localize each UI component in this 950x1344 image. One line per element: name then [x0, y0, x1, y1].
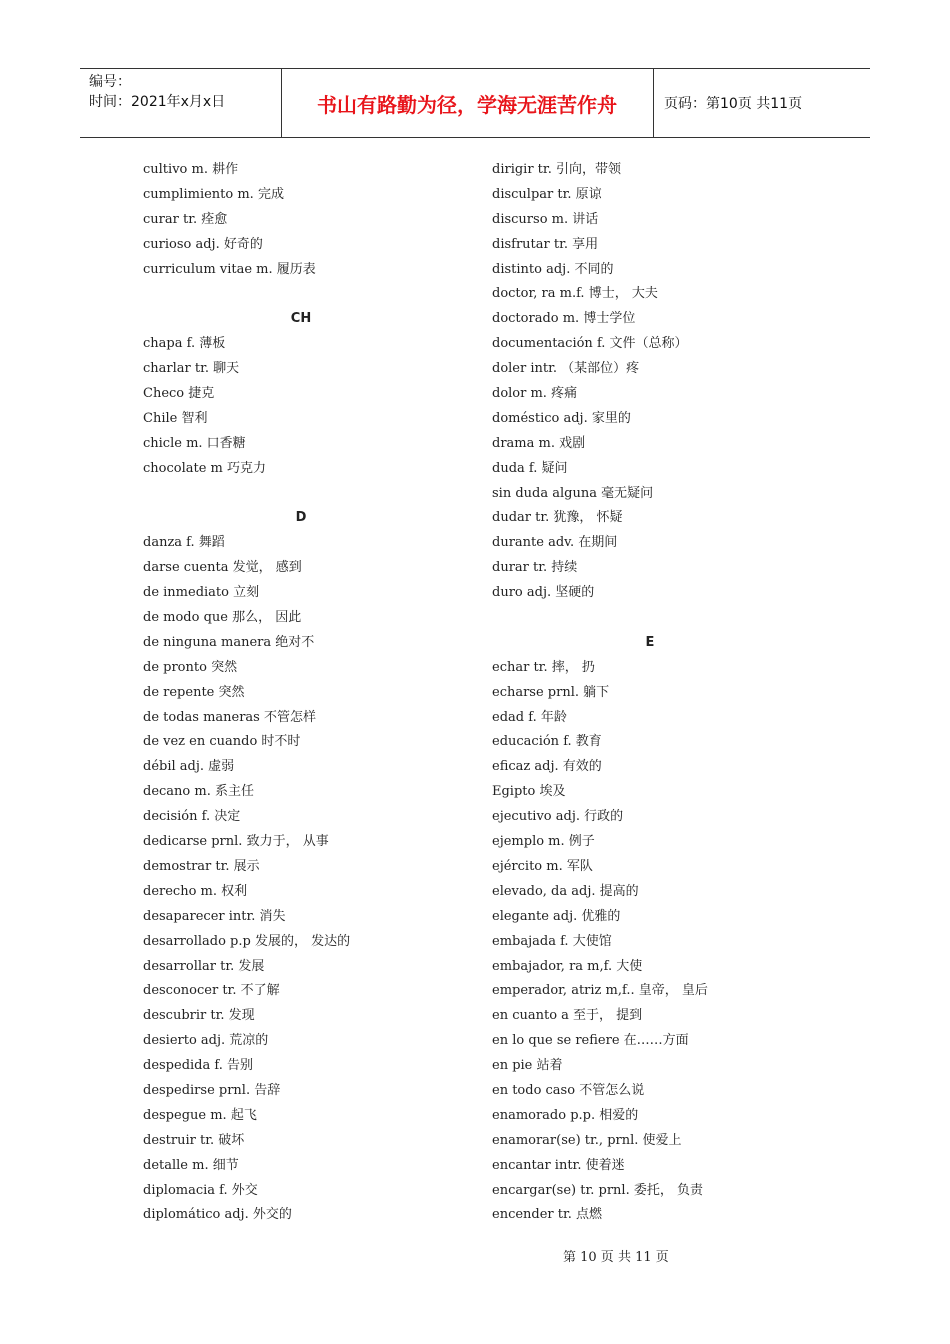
vocabulary-entry: drama m. 戏剧	[492, 435, 586, 451]
vocabulary-entry: echarse prnl. 躺下	[492, 684, 610, 700]
vocabulary-entry: cultivo m. 耕作	[143, 162, 239, 177]
page-header	[80, 68, 870, 138]
vocabulary-entry: ejército m. 军队	[492, 858, 593, 874]
header-page-info: 页码：第10页 共11页	[664, 96, 803, 112]
vocabulary-entry: detalle m. 细节	[143, 1157, 239, 1173]
vocabulary-entry: duro adj. 坚硬的	[492, 585, 595, 601]
section-heading: E	[645, 634, 655, 650]
vocabulary-entry: destruir tr. 破坏	[143, 1132, 245, 1148]
vocabulary-entry: despedida f. 告别	[143, 1058, 253, 1074]
vocabulary-entry: durar tr. 持续	[492, 560, 578, 576]
vocabulary-entry: descubrir tr. 发现	[143, 1008, 255, 1024]
vocabulary-entry: chocolate m 巧克力	[143, 460, 267, 476]
vocabulary-entry: Egipto 埃及	[492, 784, 566, 800]
vocabulary-entry: desconocer tr. 不了解	[143, 983, 280, 999]
vocabulary-entry: en pie 站着	[492, 1058, 563, 1074]
vocabulary-entry: desierto adj. 荒凉的	[143, 1033, 269, 1049]
vocabulary-entry: de modo que 那么， 因此	[143, 610, 302, 626]
vocabulary-entry: de todas maneras 不管怎样	[143, 709, 316, 725]
section-heading: CH	[290, 311, 312, 327]
header-info-cell	[80, 69, 282, 137]
vocabulary-entry: chapa f. 薄板	[143, 336, 226, 352]
vocabulary-entry: documentación f. 文件（总称）	[492, 336, 688, 352]
blank-line	[143, 282, 473, 307]
vocabulary-entry: de ninguna manera 绝对不	[143, 634, 315, 650]
document-date-label: 时间：2021年x月x日	[89, 94, 226, 110]
vocabulary-entry: doctorado m. 博士学位	[492, 311, 636, 327]
blank-line	[492, 606, 822, 631]
vocabulary-entry: encargar(se) tr. prnl. 委托， 负责	[492, 1182, 703, 1198]
vocabulary-entry: Checo 捷克	[143, 386, 215, 402]
vocabulary-entry: educación f. 教育	[492, 734, 602, 750]
vocabulary-entry: despegue m. 起飞	[143, 1107, 257, 1123]
vocabulary-entry: edad f. 年龄	[492, 709, 567, 725]
vocabulary-entry: desarrollar tr. 发展	[143, 958, 265, 974]
vocabulary-entry: dirigir tr. 引向，带领	[492, 162, 621, 177]
vocabulary-entry: eficaz adj. 有效的	[492, 759, 602, 775]
vocabulary-entry: de repente 突然	[143, 684, 245, 700]
vocabulary-entry: embajada f. 大使馆	[492, 933, 612, 949]
vocabulary-entry: de pronto 突然	[143, 659, 238, 675]
vocabulary-entry: en cuanto a 至于， 提到	[492, 1008, 643, 1024]
vocabulary-entry: en todo caso 不管怎么说	[492, 1082, 645, 1098]
header-page-cell	[654, 69, 870, 137]
vocabulary-entry: ejemplo m. 例子	[492, 834, 595, 850]
vocabulary-entry: chicle m. 口香糖	[143, 435, 246, 451]
vocabulary-entry: danza f. 舞蹈	[143, 535, 225, 551]
vocabulary-entry: sin duda alguna 毫无疑问	[492, 485, 654, 501]
page-footer: 第 10 页 共 11 页	[563, 1250, 669, 1265]
vocabulary-entry: disculpar tr. 原谅	[492, 186, 602, 202]
vocabulary-entry: cumplimiento m. 完成	[143, 186, 284, 202]
vocabulary-entry: doler intr. （某部位）疼	[492, 361, 640, 377]
blank-line	[143, 482, 473, 507]
vocabulary-entry: discurso m. 讲话	[492, 211, 599, 227]
vocabulary-column-left	[143, 158, 473, 1228]
vocabulary-entry: ejecutivo adj. 行政的	[492, 809, 624, 825]
vocabulary-entry: encender tr. 点燃	[492, 1207, 603, 1223]
header-motto: 书山有路勤为径，学海无涯苦作舟	[317, 93, 617, 117]
vocabulary-entry: disfrutar tr. 享用	[492, 236, 599, 252]
vocabulary-entry: darse cuenta 发觉， 感到	[143, 560, 302, 576]
vocabulary-entry: curar tr. 痊愈	[143, 211, 228, 227]
vocabulary-entry: enamorado p.p. 相爱的	[492, 1107, 639, 1123]
vocabulary-entry: dolor m. 疼痛	[492, 386, 578, 402]
vocabulary-entry: de vez en cuando 时不时	[143, 734, 301, 750]
section-heading: D	[295, 510, 307, 526]
vocabulary-entry: débil adj. 虚弱	[143, 759, 235, 775]
vocabulary-entry: charlar tr. 聊天	[143, 361, 240, 377]
vocabulary-entry: doctor, ra m.f. 博士， 大夫	[492, 286, 658, 302]
vocabulary-entry: elegante adj. 优雅的	[492, 908, 621, 924]
vocabulary-entry: en lo que se refiere 在……方面	[492, 1033, 689, 1049]
vocabulary-entry: duda f. 疑问	[492, 460, 568, 476]
document-number-label: 编号：	[89, 74, 131, 90]
vocabulary-entry: desaparecer intr. 消失	[143, 908, 286, 924]
vocabulary-entry: demostrar tr. 展示	[143, 858, 260, 874]
vocabulary-entry: elevado, da adj. 提高的	[492, 883, 639, 899]
vocabulary-entry: dedicarse prnl. 致力于， 从事	[143, 834, 329, 850]
vocabulary-entry: diplomático adj. 外交的	[143, 1207, 292, 1223]
vocabulary-entry: emperador, atriz m,f.. 皇帝， 皇后	[492, 983, 708, 999]
vocabulary-entry: encantar intr. 使着迷	[492, 1157, 625, 1173]
header-motto-cell	[281, 69, 654, 137]
vocabulary-entry: diplomacia f. 外交	[143, 1182, 258, 1198]
vocabulary-entry: dudar tr. 犹豫， 怀疑	[492, 510, 623, 526]
vocabulary-entry: embajador, ra m,f. 大使	[492, 958, 643, 974]
vocabulary-entry: desarrollado p.p 发展的， 发达的	[143, 933, 351, 949]
vocabulary-entry: decano m. 系主任	[143, 784, 254, 800]
vocabulary-entry: curriculum vitae m. 履历表	[143, 261, 316, 277]
vocabulary-entry: Chile 智利	[143, 410, 208, 426]
vocabulary-entry: enamorar(se) tr., prnl. 使爱上	[492, 1132, 682, 1148]
vocabulary-entry: de inmediato 立刻	[143, 585, 260, 601]
vocabulary-entry: doméstico adj. 家里的	[492, 410, 631, 426]
vocabulary-entry: echar tr. 摔， 扔	[492, 659, 595, 675]
vocabulary-column-right	[492, 158, 822, 1228]
vocabulary-entry: derecho m. 权利	[143, 883, 248, 899]
vocabulary-entry: distinto adj. 不同的	[492, 261, 614, 277]
vocabulary-entry: durante adv. 在期间	[492, 535, 618, 551]
vocabulary-entry: curioso adj. 好奇的	[143, 236, 263, 252]
vocabulary-entry: decisión f. 决定	[143, 809, 241, 825]
vocabulary-entry: despedirse prnl. 告辞	[143, 1082, 281, 1098]
